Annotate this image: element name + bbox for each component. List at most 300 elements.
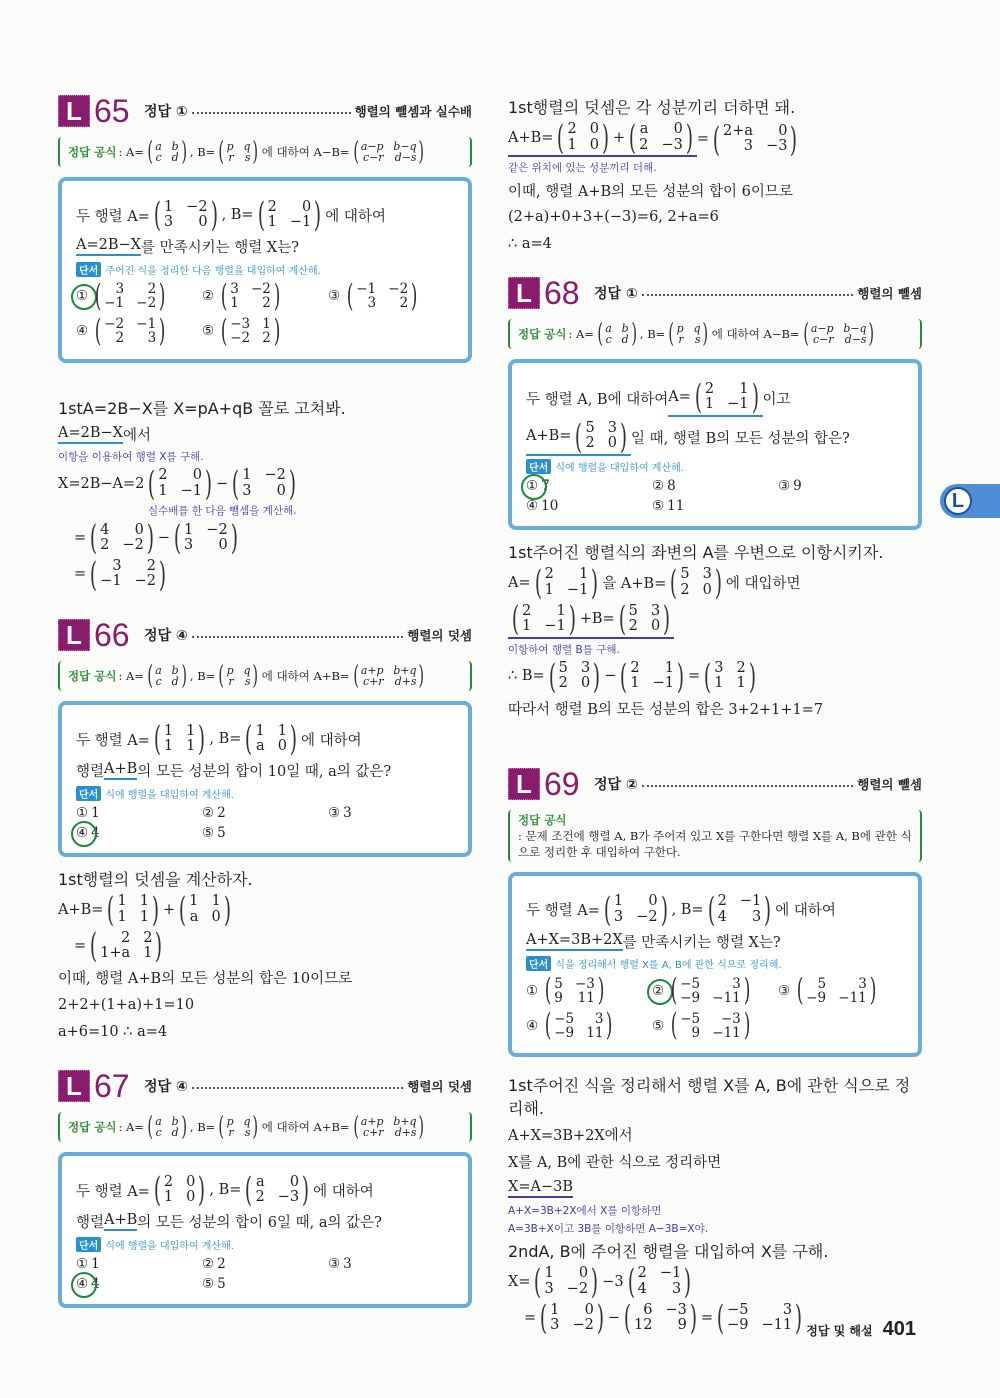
choice [202,277,328,314]
math-text: 의 모든 성분의 합이 10일 때, a의 값은? [137,764,392,781]
math-text: 행렬 [76,1215,105,1232]
math-text: A+X=3B+2X [526,931,623,948]
left-paren: ( [534,1262,542,1301]
problem-number: 65 [94,92,130,129]
matrix-entry: p [676,321,684,335]
matrix-entry: 0 [578,1265,589,1282]
matrix-entry: 1 [158,482,168,499]
choice [202,1276,328,1292]
matrix-entry: c [155,1126,162,1140]
right-paren: ) [302,1170,310,1210]
chapter-side-tab[interactable] [940,484,1000,518]
matrix-entries [680,977,741,1005]
choice-number: ① [526,982,539,999]
math-text: − [216,475,229,492]
left-paren: ( [707,890,715,929]
underlined-expression [508,118,697,157]
math-text: 7 [541,478,550,495]
math-text: 10 [541,498,559,515]
matrix-entry: a−p [360,139,384,153]
hint-tag: 단서 [76,786,101,801]
matrix-entry: 5 [558,660,568,677]
matrix-entry: c [605,333,612,347]
math-text: 에 대하여 A+B= [261,1120,350,1135]
right-paren: ) [418,1111,425,1142]
left-paren: ( [245,719,253,759]
choice-number: ④ [526,498,539,515]
matrix-entry: d−s [844,333,867,347]
matrix-entries [605,323,628,346]
matrix-entry: −5 [680,1010,701,1027]
problem-68 [508,275,922,530]
right-paren: ) [273,277,281,314]
matrix-entry: −1 [289,214,312,231]
matrix-entry: 1 [186,738,196,755]
matrix-entry: 2 [704,380,715,397]
matrix-entries [268,200,312,230]
right-paren: ) [151,890,160,929]
matrix-entry: −11 [712,989,741,1006]
left-paren: ( [94,312,102,349]
matrix-entry: c [155,151,162,165]
math-text: 2 [217,1255,226,1272]
math-text: = [696,131,709,148]
matrix [171,518,241,558]
underlined-expression [526,932,623,951]
matrix-entry: a [155,663,162,677]
right-paren: ) [155,926,163,966]
problem-66 [58,617,472,857]
matrix [546,656,604,696]
matrix [666,318,710,349]
matrix-entry: 2 [558,675,568,692]
math-text: , B= [209,1182,242,1199]
math-text: 을 A+B= [602,576,667,593]
matrix-entry: 2 [630,660,640,677]
choice-number: ③ [328,288,341,305]
formula-label: 정답 공식 [68,145,117,160]
step-tag: 2nd [508,1242,539,1261]
matrix-entry: c+r [363,675,384,689]
matrix-entry: −2 [186,198,208,215]
solution-note: 같은 위치에 있는 성분끼리 더해. [508,162,657,175]
right-paren: ) [630,318,637,349]
problem-line [76,719,454,759]
matrix-entries [361,1116,417,1139]
matrix-entry: 3 [115,281,125,298]
matrix [626,118,696,157]
hint-tag: 단서 [526,956,551,971]
matrix-entries [155,1116,178,1139]
choice-number: ② [652,982,665,999]
matrix-entries [100,523,144,553]
math-text: = [688,668,701,685]
choice-number: ③ [778,478,791,495]
matrix-entry: 0 [192,467,203,484]
math-text: 이때, 행렬 A+B의 모든 성분의 합이 6이므로 [508,183,793,200]
matrix-entries [714,661,746,691]
matrix-entry: 2 [717,893,727,910]
solution-note: 이항을 이용하여 행렬 X를 구해. [58,451,204,463]
matrix-entry: −3 [574,975,595,992]
choice-number: ① [76,288,89,305]
answer-formula [58,661,472,691]
matrix-entry: 3 [752,908,762,925]
choice-number: ② [202,1255,215,1272]
matrix-entry: −11 [838,989,867,1006]
math-text: 따라서 행렬 B의 모든 성분의 합은 3+2+1+1=7 [508,701,824,718]
matrix-entry: b [621,321,629,335]
matrix-entry: 2 [143,929,153,946]
right-paren: ) [597,972,605,1009]
matrix-entry: −1 [739,893,762,910]
matrix-entry: −5 [554,1010,575,1027]
matrix-entry: 0 [289,1173,300,1190]
choice-number: ④ [526,1017,539,1034]
right-paren: ) [702,318,709,349]
choice-number: ⑤ [202,1275,215,1292]
matrix-entry: 1 [550,1301,560,1318]
underlined-expression [58,425,123,444]
left-paren: ( [245,1170,253,1210]
solution-line [58,464,472,503]
left-paren: ( [623,1298,632,1338]
underlined-expression [508,599,674,639]
matrix-entry: p [226,663,234,677]
choice-number: ③ [328,1255,341,1272]
right-paren: ) [685,118,693,157]
choice [526,1007,652,1044]
underlined-expression [508,1179,573,1198]
matrix-entry: −1 [136,316,157,333]
problem-header [508,275,922,311]
problem-box [58,1152,472,1307]
matrix-entry: 1 [544,1265,554,1282]
choice [76,805,202,821]
answer-label: 정답 ① [594,286,638,302]
step-heading [508,1239,922,1262]
math-text: 두 행렬 A= [76,208,150,225]
choice-number: ④ [76,824,89,841]
matrix-entry: a [639,121,649,138]
matrix-entry: −1 [180,482,203,499]
math-text: 에서 [122,427,151,444]
hint-text: 식에 행렬을 대입하여 계산해. [105,789,234,801]
problem-line [76,195,454,235]
step-tag: 1st [508,1076,533,1095]
matrix-entries [361,665,417,688]
answer-choices [526,972,904,1044]
choice-number: ① [526,478,539,495]
problem-header [508,766,922,802]
matrix-entry: d−s [394,151,417,165]
matrix-entry: d [171,1126,179,1140]
matrix-entry: 2 [585,435,595,452]
matrix [616,599,674,639]
matrix-entry: 1 [736,675,746,692]
matrix [595,318,639,349]
math-text: 를 만족시키는 행렬 X는? [140,240,299,257]
step-heading [508,1073,922,1119]
math-text: , B= [639,327,666,342]
math-text: 9 [793,478,802,495]
step-tag: 1st [508,543,533,562]
matrix-entry: p [226,139,234,153]
matrix-entry: 3 [650,602,661,619]
matrix-entry: 11 [586,1024,604,1041]
choice [652,972,778,1009]
unit-badge: L [58,1070,90,1102]
solution-line [58,890,472,929]
math-text: A= [668,389,691,406]
math-text: (2+a)+0+3+(−3)=6, 2+a=6 [508,209,719,226]
right-paren: ) [593,656,601,696]
matrix-entry: 3 [580,660,591,677]
matrix-entries [545,1266,589,1296]
matrix-entries [155,141,178,164]
math-text: 에 대하여 A+B= [261,669,350,684]
matrix [710,119,800,159]
answer-formula [58,1112,472,1142]
matrix-entry: 2 [680,581,690,598]
right-paren: ) [743,1007,751,1044]
math-text: = [524,1310,537,1327]
matrix [532,563,602,602]
left-paren: ( [173,518,182,558]
matrix-entry: q [243,139,251,153]
step-tag: 1st [58,870,83,889]
choice [778,478,904,494]
matrix-entry: 2 [146,558,156,575]
matrix [692,377,762,417]
right-paren: ) [795,1298,803,1338]
matrix-entries [614,894,658,924]
answer-label: 정답 ④ [144,628,188,644]
matrix [625,1262,695,1301]
hint [526,459,904,474]
matrix-entry: −3 [665,1301,687,1318]
matrix-entries [559,661,591,691]
matrix-entry: 12 [634,1317,653,1334]
matrix [151,1170,209,1210]
formula-label: 정답 공식 [518,813,567,827]
answer-label: 정답 ② [594,777,638,793]
right-paren: ) [676,656,685,696]
math-text: 두 행렬 A= [76,1183,150,1200]
matrix-entries [104,282,156,310]
matrix-entries [189,894,221,924]
left-paren: ( [694,377,702,417]
choice [328,805,454,821]
matrix-entry: 1 [163,1189,174,1206]
matrix [87,554,169,594]
choice [526,972,652,1009]
underlined-expression [526,416,631,456]
matrix-entry: 6 [643,1301,653,1318]
right-paren: ) [591,1262,599,1301]
left-paren: ( [627,1262,635,1301]
left-paren: ( [544,972,552,1009]
matrix-entry: −9 [727,1317,749,1334]
formula-label: 정답 공식 [518,327,567,342]
math-text: 5 [217,824,226,841]
left-paren: ( [179,890,187,929]
matrix-entries [634,1303,687,1333]
answer-formula [508,319,922,349]
matrix-entry: −2 [230,330,251,347]
matrix-entry: 2+a [723,122,754,139]
matrix-entry: c−r [813,333,834,347]
chapter-tab-label: L [944,487,972,515]
matrix-entries [567,122,599,152]
math-text: +B= [579,611,615,628]
matrix-entries [104,317,156,345]
matrix-entry: d [171,151,179,165]
matrix-entry: −3 [277,1189,300,1206]
matrix [572,416,630,456]
solution-line [508,232,922,256]
matrix-entry: 2 [262,330,271,347]
matrix-entries [230,282,271,310]
step-heading [508,95,922,118]
step-text: A=2B−X를 X=pA+qB 꼴로 고쳐봐. [82,399,346,418]
choice [76,277,202,314]
matrix-entry: 0 [607,435,617,452]
matrix-entry: −3 [720,1010,741,1027]
solution-line [58,1020,472,1044]
right-paren: ) [418,136,425,167]
math-text: 4 [91,824,100,841]
math-text: − [157,530,170,547]
matrix-entries [639,122,683,152]
step-tag: 1st [508,98,533,117]
matrix-entries [164,1175,196,1205]
matrix-entry: 2 [639,136,649,153]
right-paren: ) [689,1298,697,1338]
matrix-entry: q [693,321,701,335]
step-heading [58,867,472,890]
problem-65 [58,93,472,363]
right-paren: ) [684,1262,692,1301]
matrix-entry: 0 [186,1189,196,1206]
left-paren: ( [147,660,153,691]
matrix-entry: 3 [367,295,377,312]
matrix-entry: 2 [267,198,277,215]
math-text: , B= [189,669,216,684]
left-paren: ( [670,563,678,602]
matrix-entry: 1 [277,722,287,739]
right-paren: ) [180,136,187,167]
right-paren: ) [210,195,218,235]
matrix [145,1111,189,1142]
math-text: A=2B−X [58,424,123,441]
math-text: X=A−3B [508,1178,573,1195]
matrix-entry: 1 [255,722,265,739]
problem-line [76,1170,454,1210]
solution-line [508,178,922,202]
matrix-entries [242,468,286,498]
matrix-entries [585,421,617,451]
left-paren: ( [90,554,98,594]
matrix-entry: 2 [163,1173,174,1190]
matrix-entry: 2 [115,330,125,347]
left-paren: ( [548,656,556,696]
matrix-entry: 1 [184,521,194,538]
matrix-entry: c [155,675,162,689]
math-text: 에 대하여 A−B= [261,145,350,160]
math-text: 8 [667,478,676,495]
matrix-entry: 1 [143,945,153,962]
problem-header [58,93,472,129]
matrix-entries [811,323,867,346]
choice-number: ④ [76,1275,89,1292]
hint-text: 식을 정리해서 행렬 X를 A, B에 관한 식으로 정리해. [555,960,782,972]
hint-tag: 단서 [76,1237,101,1252]
math-text: 두 행렬 A= [76,732,150,749]
matrix [509,599,579,639]
step-text: 주어진 행렬식의 좌변의 A를 우변으로 이항시키자. [532,543,884,562]
answer-choices [76,805,454,841]
matrix-entry: 1 [163,722,174,739]
math-text: 행렬 [76,764,105,781]
matrix-entry: a [189,908,199,925]
math-text: 일 때, 행렬 B의 모든 성분의 합은? [630,431,850,448]
choice [202,825,328,841]
left-paren: ( [218,660,225,691]
solution-line [58,926,472,966]
math-text: 를 만족시키는 행렬 X는? [622,934,781,951]
matrix [145,136,189,167]
math-text: X를 A, B에 관한 식으로 정리하면 [508,1154,722,1171]
matrix-entry: 1 [163,738,174,755]
left-paren: ( [575,416,583,456]
right-paren: ) [751,377,759,417]
dotted-leader [192,636,403,638]
right-paren: ) [146,518,154,558]
matrix-entry: 1 [664,660,675,677]
left-paren: ( [352,1111,359,1142]
matrix [601,890,671,929]
matrix-entry: 4 [637,1280,647,1297]
matrix-entries [554,977,595,1005]
right-paren: ) [230,518,238,558]
matrix-entry: 0 [702,581,712,598]
matrix-entry: c−r [363,151,384,165]
matrix-entry: 1 [139,908,149,925]
matrix-entry: 0 [778,122,788,139]
left-paren: ( [90,926,98,966]
problem-box [508,872,922,1057]
math-text: , B= [209,731,242,748]
matrix-entry: 1+a [100,945,131,962]
right-paren: ) [158,277,166,314]
left-paren: ( [557,118,565,157]
matrix-entry: 11 [577,989,595,1006]
math-text: 에 대하여 [301,732,362,749]
answer-formula [58,137,472,167]
matrix-entry: −1 [104,295,125,312]
matrix-entry: a [256,738,265,755]
matrix-entry: a+p [360,1114,384,1128]
left-paren: ( [147,1111,153,1142]
matrix-entry: r [228,675,234,689]
matrix-entry: 1 [556,602,566,619]
left-paren: ( [802,318,809,349]
math-text: 4 [91,1275,100,1292]
underlined-expression [76,237,141,256]
matrix-entry: −3 [230,316,251,333]
matrix-entry: −2 [122,537,144,554]
